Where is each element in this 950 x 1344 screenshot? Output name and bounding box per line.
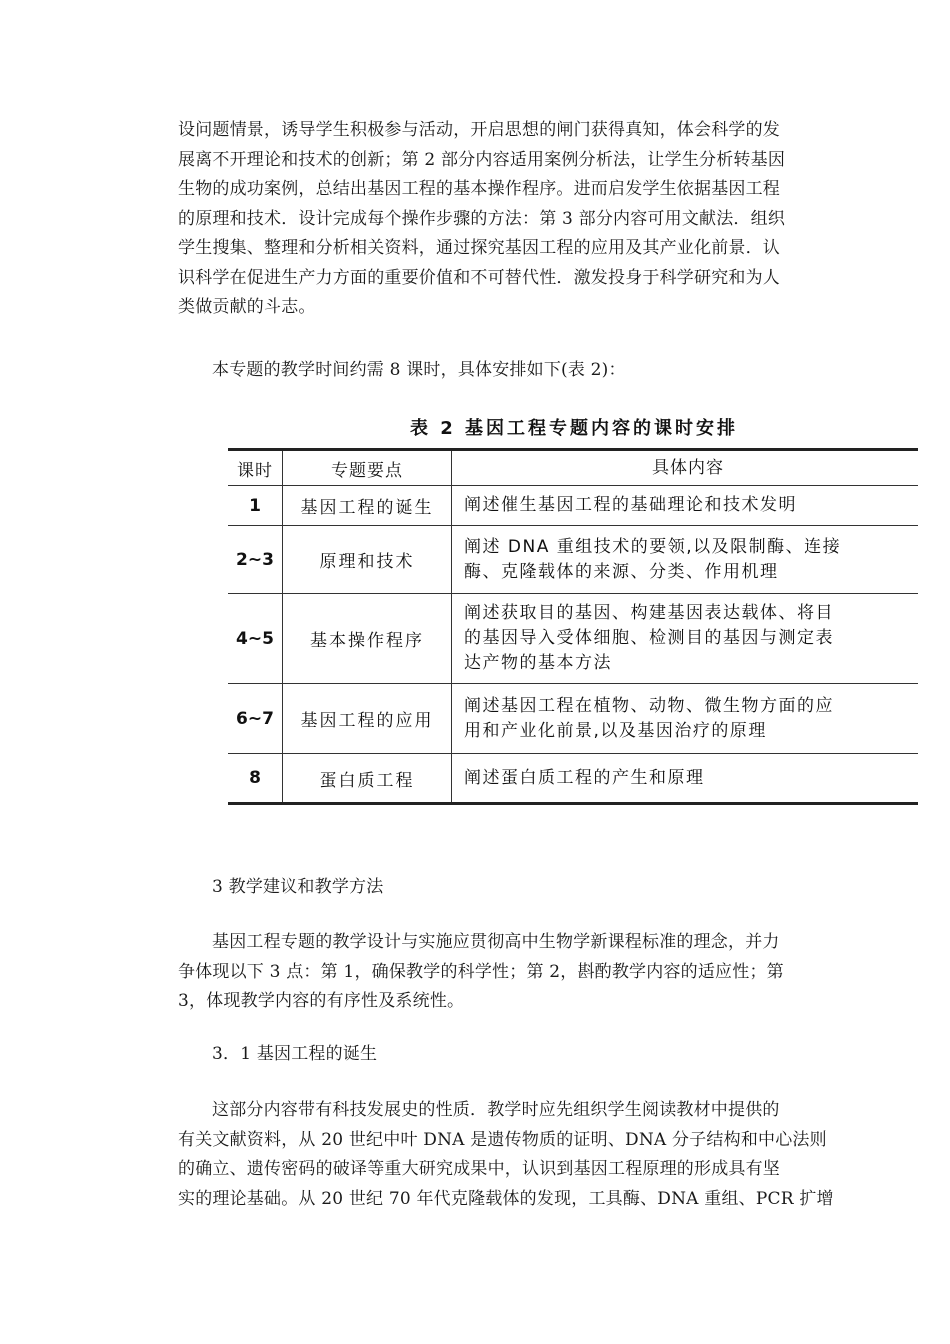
header-topic: 专题要点 (283, 450, 452, 486)
cell-detail (452, 526, 919, 594)
cell-detail-line: 阐述催生基因工程的基础理论和技术发明 (464, 495, 797, 515)
text-line: 生物的成功案例，总结出基因工程的基本操作程序。进而启发学生依据基因工程 (178, 179, 780, 199)
text-line: 的确立、遗传密码的破译等重大研究成果中，认识到基因工程原理的形成具有坚 (178, 1159, 780, 1179)
text-line: 展离不开理论和技术的创新；第 2 部分内容适用案例分析法，让学生分析转基因 (178, 149, 786, 170)
table-title: 表 2 基因工程专题内容的课时安排 (409, 418, 739, 439)
cell-detail (452, 684, 919, 754)
cell-detail (452, 754, 919, 804)
cell-detail-line: 阐述基因工程在植物、动物、微生物方面的应 (464, 695, 834, 716)
text-line: 本专题的教学时间约需 8 课时，具体安排如下(表 2)： (212, 360, 626, 380)
text-line: 3，体现教学内容的有序性及系统性。 (178, 991, 465, 1011)
text-line: 实的理论基础。从 20 世纪 70 年代克隆载体的发现，工具酶、DNA 重组、PCR 扩增 (178, 1188, 834, 1209)
text-line: 这部分内容带有科技发展史的性质．教学时应先组织学生阅读教材中提供的 (212, 1100, 780, 1120)
table-header-row (228, 450, 918, 486)
table-row (228, 594, 918, 684)
table-row (228, 526, 918, 594)
text-line: 争体现以下 3 点：第 1，确保教学的科学性；第 2，斟酌教学内容的适应性；第 (178, 961, 784, 982)
schedule-table-figure (228, 414, 920, 814)
table-row (228, 684, 918, 754)
text-line: 的原理和技术．设计完成每个操作步骤的方法：第 3 部分内容可用文献法．组织 (178, 208, 786, 229)
cell-topic: 基因工程的诞生 (283, 486, 452, 526)
cell-hours: 4~5 (228, 594, 283, 684)
section-heading-3-1 (178, 1040, 798, 1070)
header-hours: 课时 (228, 450, 283, 486)
cell-topic: 基本操作程序 (283, 594, 452, 684)
cell-detail-line: 达产物的基本方法 (464, 653, 612, 673)
cell-detail-line: 的基因导入受体细胞、检测目的基因与测定表 (464, 628, 834, 648)
cell-detail (452, 486, 919, 526)
paragraph-teaching-methods (178, 116, 798, 323)
paragraph-schedule-intro (178, 356, 798, 386)
cell-hours: 6~7 (228, 684, 283, 754)
paragraph-teaching-suggestions (178, 928, 798, 1017)
text-line: 有关文献资料，从 20 世纪中叶 DNA 是遗传物质的证明、DNA 分子结构和中心法则 (178, 1129, 827, 1150)
schedule-table (228, 448, 918, 805)
text-line: 类做贡献的斗志。 (178, 297, 316, 317)
cell-hours: 2~3 (228, 526, 283, 594)
table-row (228, 486, 918, 526)
text-line: 基因工程专题的教学设计与实施应贯彻高中生物学新课程标准的理念，并力 (212, 932, 780, 952)
text-line: 学生搜集、整理和分析相关资料，通过探究基因工程的应用及其产业化前景．认 (178, 238, 780, 258)
cell-detail (452, 594, 919, 684)
paragraph-gene-engineering-birth (178, 1096, 834, 1214)
table-row (228, 754, 918, 804)
text-line: 识科学在促进生产力方面的重要价值和不可替代性．激发投身于科学研究和为人 (178, 267, 780, 288)
cell-topic: 蛋白质工程 (283, 754, 452, 804)
cell-detail-line: 用和产业化前景,以及基因治疗的原理 (464, 720, 767, 741)
section-heading-3 (178, 873, 798, 903)
text-line: 3 教学建议和教学方法 (212, 877, 384, 897)
cell-hours: 1 (228, 486, 283, 526)
cell-detail-line: 阐述 DNA 重组技术的要领,以及限制酶、连接 (464, 536, 842, 557)
cell-detail-line: 阐述蛋白质工程的产生和原理 (464, 767, 705, 788)
text-line: 设问题情景，诱导学生积极参与活动，开启思想的闸门获得真知，体会科学的发 (178, 120, 780, 140)
text-line: 3．1 基因工程的诞生 (212, 1044, 378, 1064)
header-detail: 具体内容 (452, 450, 919, 486)
cell-detail-line: 酶、克隆载体的来源、分类、作用机理 (464, 561, 779, 582)
cell-topic: 基因工程的应用 (283, 684, 452, 754)
cell-topic: 原理和技术 (283, 526, 452, 594)
cell-detail-line: 阐述获取目的基因、构建基因表达载体、将目 (464, 603, 834, 623)
cell-hours: 8 (228, 754, 283, 804)
